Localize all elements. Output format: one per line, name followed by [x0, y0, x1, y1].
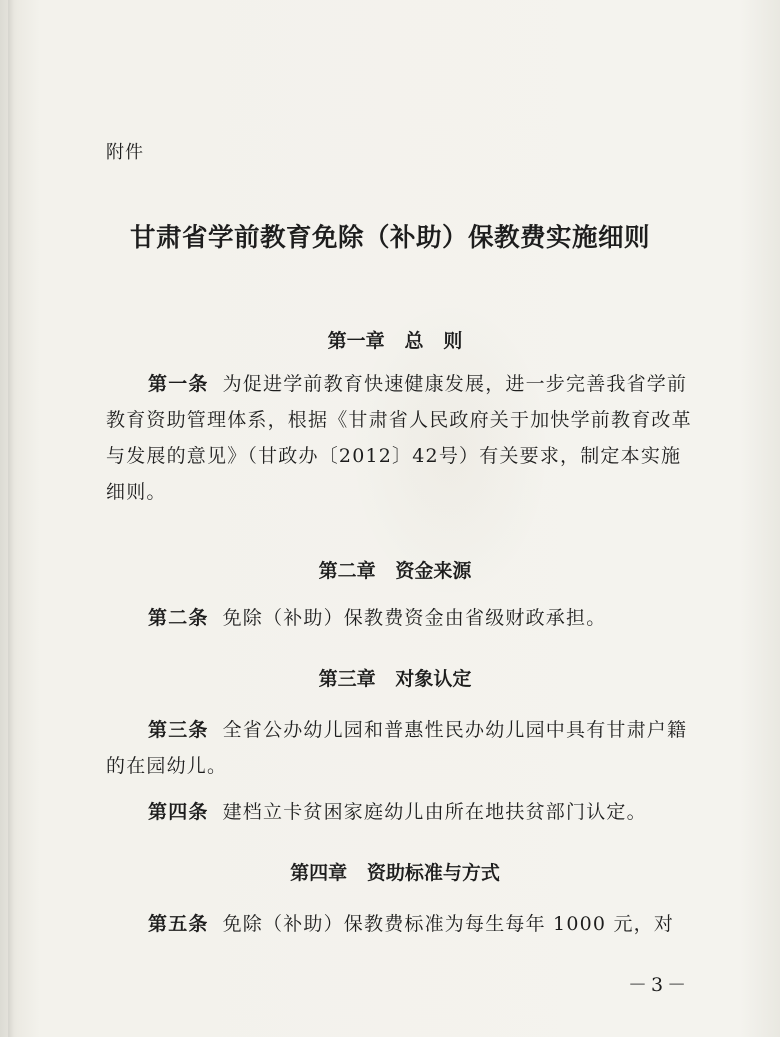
chapter-heading-1: 第一章 总 则	[327, 330, 463, 352]
article-label: 第一条	[148, 373, 209, 395]
chapter-heading-3: 第三章 对象认定	[318, 668, 472, 690]
chapter-heading-4: 第四章 资助标准与方式	[290, 862, 500, 884]
attachment-label: 附件	[106, 142, 144, 163]
article-text: 全省公办幼儿园和普惠性民办幼儿园中具有甘肃户籍的在园幼儿。	[106, 719, 688, 777]
article-text: 免除（补助）保教费标准为每生每年 1000 元，对	[222, 913, 675, 935]
article-label: 第五条	[148, 913, 209, 935]
article-label: 第二条	[148, 607, 209, 629]
article-2	[106, 600, 696, 636]
article-text: 为促进学前教育快速健康发展，进一步完善我省学前教育资助管理体系，根据《甘肃省人民政府关于加快学前教育改革与发展的意见》（甘政办〔2012〕42号）有关要求，制定本实施细则。	[106, 373, 692, 503]
article-text: 免除（补助）保教费资金由省级财政承担。	[222, 607, 607, 629]
page-number: －3－	[628, 974, 691, 996]
article-5	[106, 906, 696, 942]
article-label: 第四条	[148, 801, 209, 823]
article-label: 第三条	[148, 719, 209, 741]
article-text: 建档立卡贫困家庭幼儿由所在地扶贫部门认定。	[222, 801, 647, 823]
page-fold-shadow	[8, 0, 14, 1037]
chapter-heading-2: 第二章 资金来源	[318, 560, 472, 582]
article-4	[106, 794, 696, 830]
article-3	[106, 712, 696, 784]
document-title: 甘肃省学前教育免除（补助）保教费实施细则	[129, 223, 650, 253]
article-1	[106, 366, 696, 510]
